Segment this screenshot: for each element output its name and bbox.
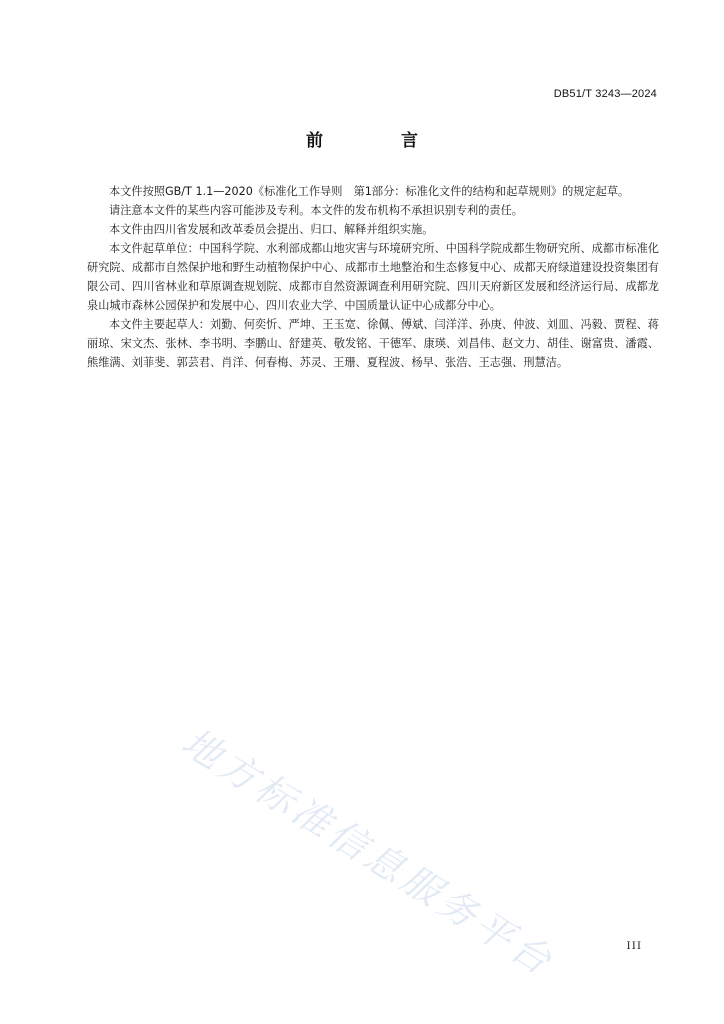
paragraph-drafters: 本文件主要起草人：刘勤、何奕忻、严坤、王玉宽、徐佩、傅斌、闫洋洋、孙庚、仲波、刘皿、冯毅、贾程、蒋丽琼、宋文杰、张林、李书明、李鹏山、舒建英、敬发铭、干德军、康瑛、刘昌伟、赵文力、胡佳、谢富贵、潘霞、熊维满、刘菲斐、郭芸君、肖洋、何春梅、苏灵、王珊、夏程波、杨早、张浩、王志强、刑慧洁。 (87, 318, 659, 369)
paragraph-drafting-rules: 本文件按照GB/T 1.1—2020《标准化工作导则 第1部分：标准化文件的结构和起草规则》的规定起草。 (109, 185, 630, 198)
section-title: 前 言 (306, 131, 454, 151)
foreword-body (87, 182, 659, 372)
paragraph-patent-notice: 请注意本文件的某些内容可能涉及专利。本文件的发布机构不承担识别专利的责任。 (109, 204, 523, 217)
paragraph-drafting-units: 本文件起草单位：中国科学院、水利部成都山地灾害与环境研究所、中国科学院成都生物研究所、成都市标准化研究院、成都市自然保护地和野生动植物保护中心、成都市土地整治和生态修复中心、成都天府绿道建设投资集团有限公司、四川省林业和草原调查规划院、成都市自然资源调查利用研究院、四川天府新区发展和经济运行局、成都龙泉山城市森林公园保护和发展中心、四川农业大学、中国质量认证中心成都分中心。 (87, 242, 659, 312)
page-number: III (626, 940, 642, 952)
document-code: DB51/T 3243—2024 (553, 88, 657, 100)
watermark: 地方标准信息服务平台 (174, 719, 563, 985)
paragraph-proposer: 本文件由四川省发展和改革委员会提出、归口、解释并组织实施。 (109, 223, 434, 236)
